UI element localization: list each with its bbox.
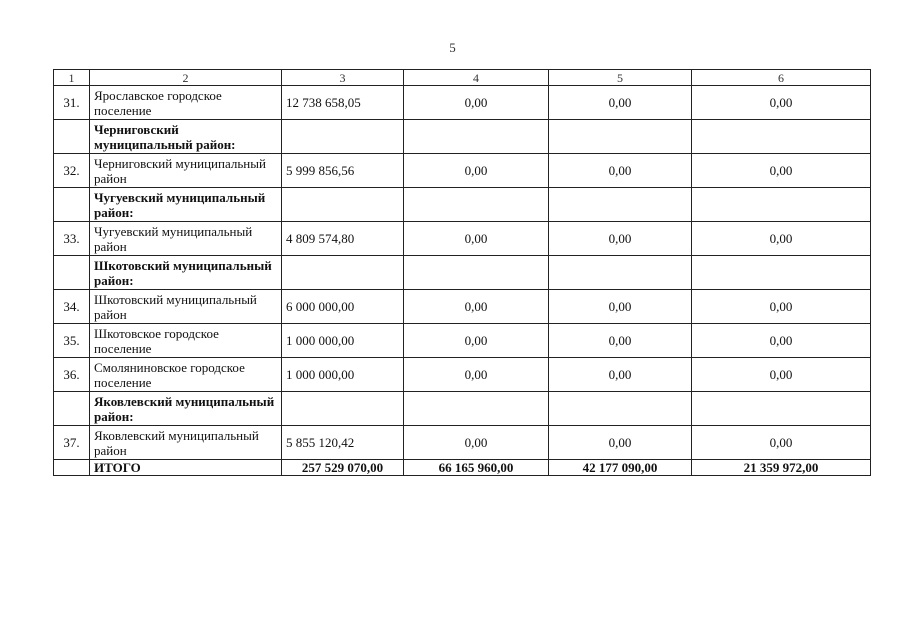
- row-value-col3: 5 999 856,56: [282, 154, 404, 188]
- row-value-col4: [404, 188, 549, 222]
- row-value-col6: 0,00: [692, 358, 871, 392]
- row-number: 32.: [54, 154, 90, 188]
- row-value-col4: [404, 256, 549, 290]
- row-value-col5: 0,00: [549, 324, 692, 358]
- row-number: 34.: [54, 290, 90, 324]
- total-value-col5: 42 177 090,00: [549, 460, 692, 476]
- row-value-col5: [549, 256, 692, 290]
- header-cell: 2: [90, 70, 282, 86]
- row-value-col4: 0,00: [404, 86, 549, 120]
- row-value-col6: [692, 256, 871, 290]
- table-row: [54, 222, 871, 256]
- table-row: [54, 426, 871, 460]
- row-value-col3: 4 809 574,80: [282, 222, 404, 256]
- row-value-col5: [549, 188, 692, 222]
- row-name: Смоляниновское городское поселение: [90, 358, 282, 392]
- total-value-col4: 66 165 960,00: [404, 460, 549, 476]
- table-row: [54, 86, 871, 120]
- table-row: [54, 324, 871, 358]
- row-value-col6: 0,00: [692, 86, 871, 120]
- row-value-col4: [404, 120, 549, 154]
- row-value-col3: [282, 256, 404, 290]
- table-row-district: [54, 392, 871, 426]
- row-value-col3: 6 000 000,00: [282, 290, 404, 324]
- row-value-col5: 0,00: [549, 426, 692, 460]
- row-value-col3: [282, 120, 404, 154]
- row-value-col5: [549, 392, 692, 426]
- row-number: 35.: [54, 324, 90, 358]
- table-row: [54, 358, 871, 392]
- row-number: [54, 188, 90, 222]
- table-row-district: [54, 120, 871, 154]
- row-name: Чугуевский муниципальный район: [90, 222, 282, 256]
- header-cell: 6: [692, 70, 871, 86]
- row-number: 37.: [54, 426, 90, 460]
- row-value-col4: 0,00: [404, 324, 549, 358]
- district-heading: Чугуевский муниципальный район:: [90, 188, 282, 222]
- row-value-col5: 0,00: [549, 290, 692, 324]
- row-value-col3: 1 000 000,00: [282, 324, 404, 358]
- total-value-col3: 257 529 070,00: [282, 460, 404, 476]
- row-name: Ярославское городское поселение: [90, 86, 282, 120]
- row-value-col6: 0,00: [692, 290, 871, 324]
- row-value-col5: 0,00: [549, 222, 692, 256]
- row-value-col6: [692, 188, 871, 222]
- row-value-col4: [404, 392, 549, 426]
- row-name: Шкотовский муниципальный район: [90, 290, 282, 324]
- row-value-col6: [692, 392, 871, 426]
- row-value-col6: 0,00: [692, 222, 871, 256]
- header-cell: 5: [549, 70, 692, 86]
- row-value-col4: 0,00: [404, 358, 549, 392]
- row-value-col3: 5 855 120,42: [282, 426, 404, 460]
- total-number-cell: [54, 460, 90, 476]
- row-value-col4: 0,00: [404, 290, 549, 324]
- row-name: Черниговский муниципальный район: [90, 154, 282, 188]
- row-value-col3: [282, 392, 404, 426]
- row-number: [54, 120, 90, 154]
- row-value-col5: [549, 120, 692, 154]
- budget-table: [53, 69, 871, 476]
- district-heading: Черниговский муниципальный район:: [90, 120, 282, 154]
- table-row-district: [54, 256, 871, 290]
- row-value-col3: 1 000 000,00: [282, 358, 404, 392]
- row-value-col5: 0,00: [549, 154, 692, 188]
- row-value-col6: 0,00: [692, 324, 871, 358]
- row-number: [54, 256, 90, 290]
- column-number-header: [54, 70, 871, 86]
- row-name: Яковлевский муниципальный район: [90, 426, 282, 460]
- district-heading: Шкотовский муниципальный район:: [90, 256, 282, 290]
- table-row: [54, 290, 871, 324]
- page-number: 5: [449, 40, 456, 55]
- district-heading: Яковлевский муниципальный район:: [90, 392, 282, 426]
- header-cell: 1: [54, 70, 90, 86]
- header-cell: 3: [282, 70, 404, 86]
- table-row: [54, 154, 871, 188]
- row-number: 31.: [54, 86, 90, 120]
- row-value-col3: 12 738 658,05: [282, 86, 404, 120]
- row-value-col4: 0,00: [404, 154, 549, 188]
- row-value-col5: 0,00: [549, 86, 692, 120]
- table-row-district: [54, 188, 871, 222]
- total-value-col6: 21 359 972,00: [692, 460, 871, 476]
- total-label: ИТОГО: [90, 460, 282, 476]
- row-value-col4: 0,00: [404, 426, 549, 460]
- row-value-col3: [282, 188, 404, 222]
- total-row: [54, 460, 871, 476]
- row-number: [54, 392, 90, 426]
- row-number: 33.: [54, 222, 90, 256]
- row-value-col6: [692, 120, 871, 154]
- row-number: 36.: [54, 358, 90, 392]
- header-cell: 4: [404, 70, 549, 86]
- row-value-col6: 0,00: [692, 426, 871, 460]
- row-value-col4: 0,00: [404, 222, 549, 256]
- table-body: [54, 70, 871, 476]
- row-value-col6: 0,00: [692, 154, 871, 188]
- row-value-col5: 0,00: [549, 358, 692, 392]
- row-name: Шкотовское городское поселение: [90, 324, 282, 358]
